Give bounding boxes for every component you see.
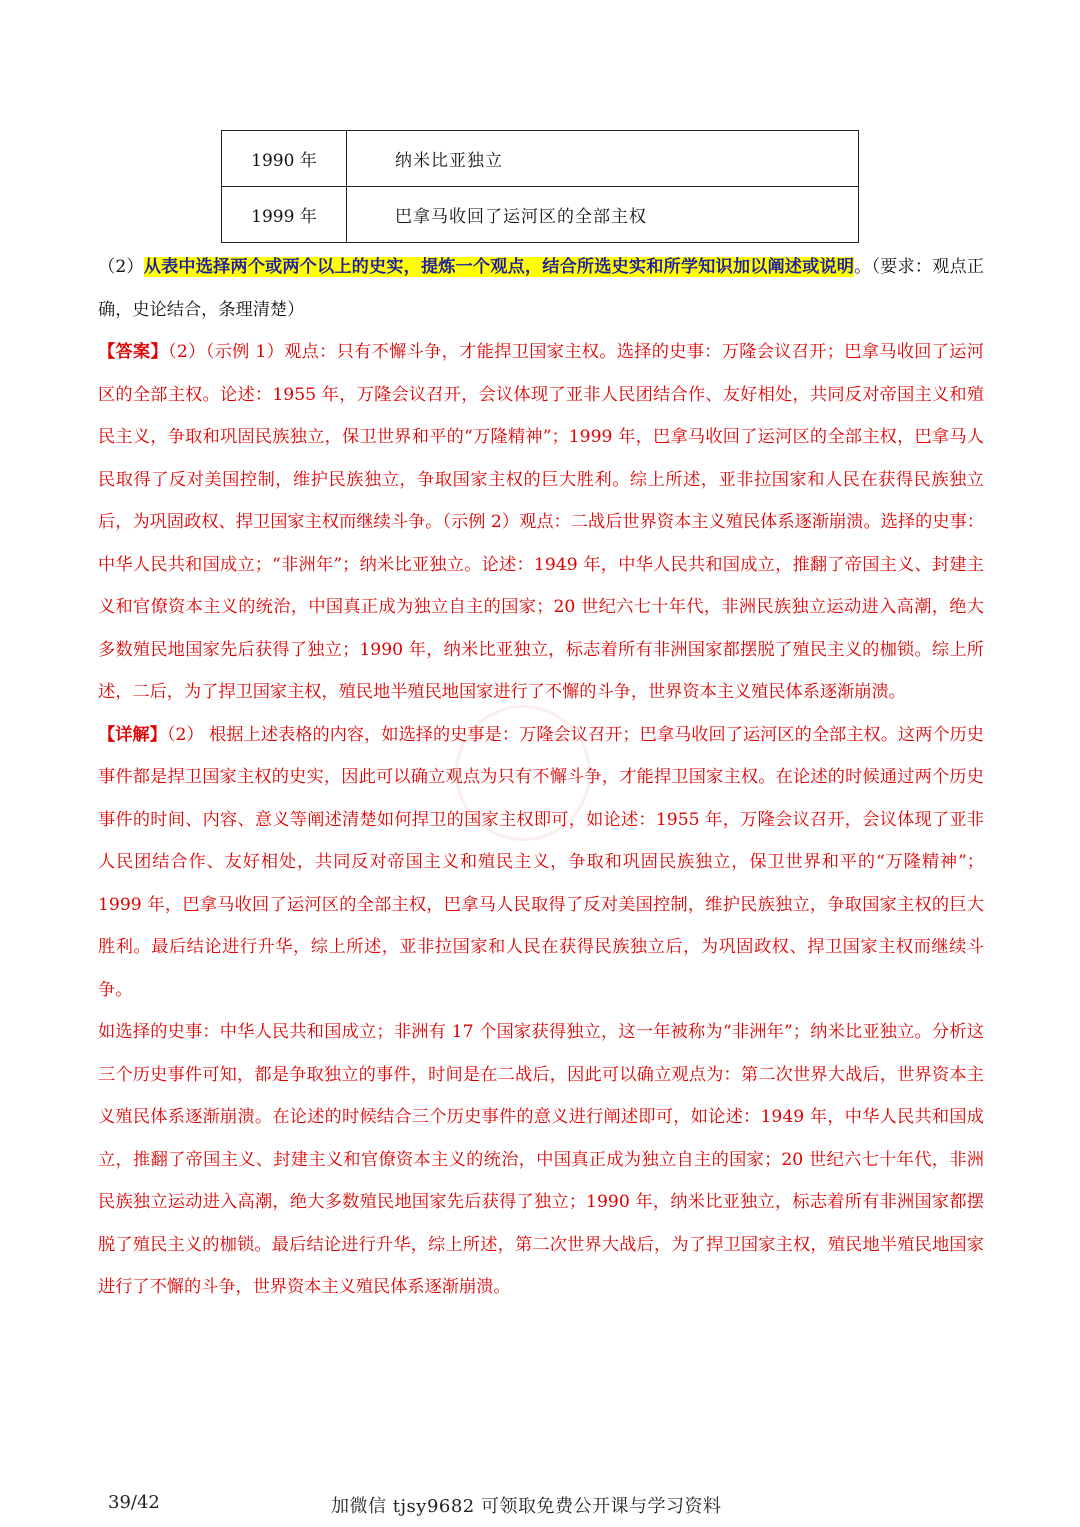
events-table — [221, 130, 859, 243]
document-body — [98, 246, 984, 1309]
detail-paragraph — [98, 714, 984, 1012]
table-cell-event: 巴拿马收回了运河区的全部主权 — [347, 187, 859, 243]
table-cell-year: 1999 年 — [222, 187, 347, 243]
answer-paragraph — [98, 331, 984, 714]
page-number: 39/42 — [108, 1492, 160, 1513]
table-cell-event: 纳米比亚独立 — [347, 131, 859, 187]
detail-text-1: （2） 根据上述表格的内容，如选择的史事是：万隆会议召开；巴拿马收回了运河区的全部主权。这两个历史事件都是捍卫国家主权的史实，因此可以确立观点为只有不懈斗争，才能捍卫国家主权。在论述的时候通过两个历史事件的时间、内容、意义等阐述清楚如何捍卫的国家主权即可，如论述：1955 年，万隆会议召开，会议体现了亚非人民团结合作、友好相处，共同反对帝国主义和殖民主义，争取和巩固民族独立，保卫世界和平的“万隆精神”；1999 年，巴拿马收回了运河区的全部主权，巴拿马人民取得了反对美国控制，维护民族独立，争取国家主权的巨大胜利。最后结论进行升华，综上所述，亚非拉国家和人民在获得民族独立后，为巩固政权、捍卫国家主权而继续斗争。 — [98, 724, 984, 1000]
question — [98, 246, 984, 331]
table-row — [222, 187, 859, 243]
question-number: （2） — [98, 257, 144, 277]
answer-text: （2）（示例 1）观点：只有不懈斗争，才能捍卫国家主权。选择的史事：万隆会议召开；巴拿马收回了运河区的全部主权。论述：1955 年，万隆会议召开，会议体现了亚非人民团结合作、友好相处，共同反对帝国主义和殖民主义，争取和巩固民族独立，保卫世界和平的“万隆精神”；1999 年，巴拿马收回了运河区的全部主权，巴拿马人民取得了反对美国控制，维护民族独立，争取国家主权的巨大胜利。综上所述，亚非拉国家和人民在获得民族独立后，为巩固政权、捍卫国家主权而继续斗争。（示例 2）观点：二战后世界资本主义殖民体系逐渐崩溃。选择的史事：中华人民共和国成立；“非洲年”；纳米比亚独立。论述：1949 年，中华人民共和国成立，推翻了帝国主义、封建主义和官僚资本主义的统治，中国真正成为独立自主的国家；20 世纪六七十年代，非洲民族独立运动进入高潮，绝大多数殖民地国家先后获得了独立；1990 年，纳米比亚独立，标志着所有非洲国家都摆脱了殖民主义的枷锁。综上所述，二后，为了捍卫国家主权，殖民地半殖民地国家进行了不懈的斗争，世界资本主义殖民体系逐渐崩溃。 — [98, 342, 984, 702]
question-requirement: 。（要求：观点正确，史论结合，条理清楚） — [98, 257, 984, 320]
footer-note: 加微信 tjsy9682 可领取免费公开课与学习资料 — [331, 1496, 722, 1517]
detail-label: 【详解】 — [98, 724, 167, 745]
detail-paragraph-2: 如选择的史事：中华人民共和国成立；非洲有 17 个国家获得独立，这一年被称为“非洲年”；纳米比亚独立。分析这三个历史事件可知，都是争取独立的事件，时间是在二战后，因此可以确立观点为：第二次世界大战后，世界资本主义殖民体系逐渐崩溃。在论述的时候结合三个历史事件的意义进行阐述即可，如论述：1949 年，中华人民共和国成立，推翻了帝国主义、封建主义和官僚资本主义的统治，中国真正成为独立自主的国家；20 世纪六七十年代，非洲民族独立运动进入高潮，绝大多数殖民地国家先后获得了独立；1990 年，纳米比亚独立，标志着所有非洲国家都摆脱了殖民主义的枷锁。最后结论进行升华，综上所述，第二次世界大战后，为了捍卫国家主权，殖民地半殖民地国家进行了不懈的斗争，世界资本主义殖民体系逐渐崩溃。 — [98, 1022, 984, 1297]
answer-label: 【答案】 — [98, 342, 169, 362]
question-highlight: 从表中选择两个或两个以上的史实，提炼一个观点，结合所选史实和所学知识加以阐述或说明 — [143, 257, 855, 277]
table-row — [222, 131, 859, 187]
table-cell-year: 1990 年 — [222, 131, 347, 187]
